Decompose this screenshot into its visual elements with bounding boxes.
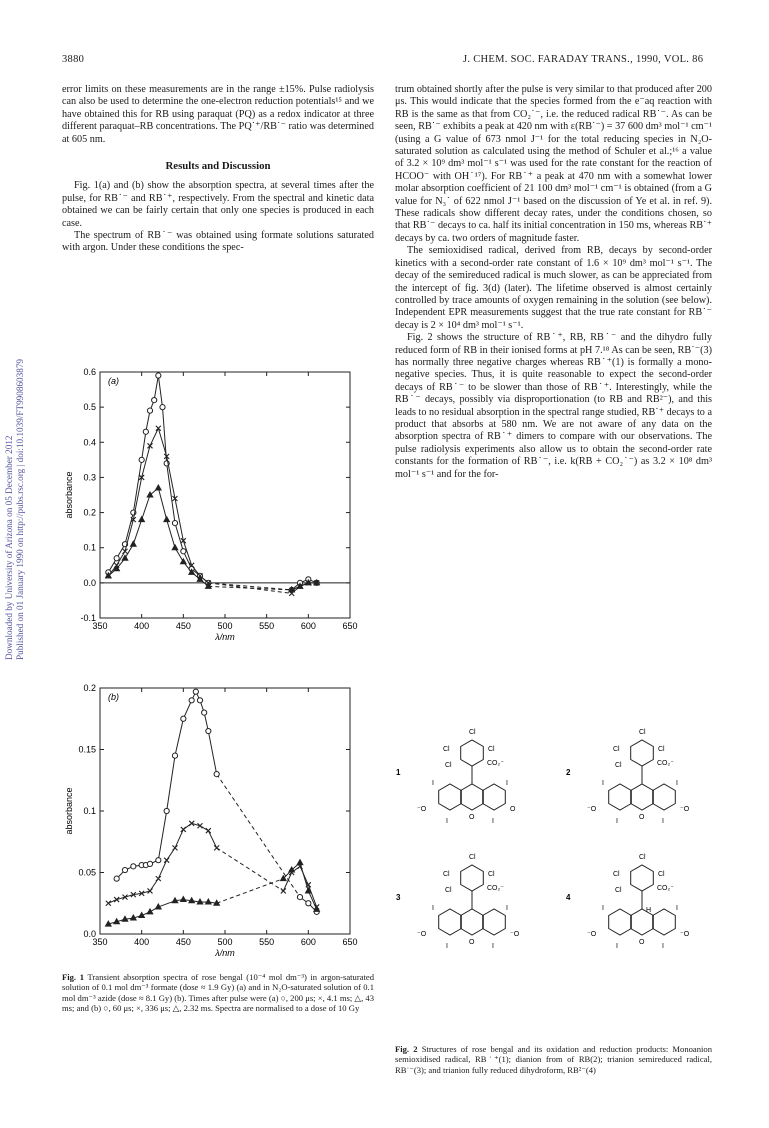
benzene-ring (461, 865, 484, 891)
data-point-triangle (131, 915, 137, 920)
data-point-triangle (181, 897, 187, 902)
y-tick-label: 0.05 (78, 867, 96, 878)
data-point-circle (147, 408, 152, 413)
atom-label-o: ⁻O (417, 806, 427, 813)
data-point-triangle (114, 919, 120, 924)
structure-number: 4 (566, 893, 571, 902)
data-point-cross (214, 845, 219, 850)
data-point-cross (164, 858, 169, 863)
y-tick-label: 0.1 (83, 806, 96, 816)
data-point-cross (281, 888, 286, 893)
x-tick-label: 650 (342, 621, 358, 631)
data-point-circle (160, 405, 165, 410)
data-point-circle (172, 753, 177, 758)
atom-label-i: I (676, 780, 678, 787)
data-point-circle (181, 549, 186, 554)
data-point-triangle (314, 906, 320, 911)
data-point-cross (173, 845, 178, 850)
xanthene-ring (483, 784, 506, 810)
paragraph: The spectrum of RB˙⁻ was obtained using formate solutions saturated with argon. Under these conditions the spec- (62, 230, 374, 254)
y-tick-label: 0.3 (83, 472, 96, 483)
data-point-triangle (147, 909, 153, 914)
xanthene-ring (483, 909, 506, 935)
data-point-triangle (164, 517, 170, 522)
structure-number: 2 (566, 768, 571, 777)
data-point-triangle (139, 517, 145, 522)
atom-label-i: I (432, 905, 434, 912)
xanthene-ring (609, 909, 632, 935)
y-tick-label: 0.2 (83, 683, 96, 693)
data-point-circle (114, 556, 119, 561)
data-point-circle (147, 861, 152, 866)
x-tick-label: 650 (342, 937, 358, 947)
series-line-circle (154, 376, 158, 401)
panel-label: (a) (108, 376, 119, 386)
data-point-circle (164, 808, 169, 813)
series-line-triangle (208, 586, 291, 590)
xanthene-ring (461, 784, 484, 810)
paragraph: The semioxidised radical, derived from RB, decays by second-order kinetics with a second-order rate constant of 1.6 × 10⁹ dm³ mol⁻¹ s⁻¹. The decay of the semireduced radical is much slower, as can be appreciated from the intercept of fig. 3(d) (later). The lifetime observed is almost certainly controlled by trace amounts of oxygen remaining in the solution (see below). Independent EPR measurements suggest that the true rate constant for RB˙⁻ decay is 2 × 10⁴ dm³ mol⁻¹ s⁻¹. (395, 245, 712, 331)
atom-label-o: ⁻O (680, 931, 690, 938)
atom-label-co2: CO₂⁻ (657, 760, 674, 767)
atom-label-cl: Cl (639, 729, 646, 736)
series-line-circle (208, 583, 291, 590)
data-point-triangle (156, 485, 162, 490)
atom-label-i: I (602, 905, 604, 912)
atom-label-cl: Cl (658, 746, 665, 753)
download-line: Downloaded by University of Arizona on 05 December 2012 (4, 435, 14, 660)
series-line-cross (208, 583, 291, 594)
xanthene-ring (653, 784, 676, 810)
data-point-triangle (189, 898, 195, 903)
atom-label-cl: Cl (658, 871, 665, 878)
data-point-triangle (172, 898, 178, 903)
x-tick-label: 350 (92, 937, 108, 947)
atom-label-cl: Cl (639, 854, 646, 861)
paragraph: Fig. 1(a) and (b) show the absorption spectra, at several times after the pulse, for RB˙⁻ and RB˙⁺, respectively. From the spectral and kinetic data obtained we can be fairly certain that only one species is produced in each case. (62, 180, 374, 229)
data-point-cross (181, 827, 186, 832)
data-point-circle (156, 373, 161, 378)
data-point-circle (156, 858, 161, 863)
atom-label-cl: Cl (613, 746, 620, 753)
y-tick-label: 0.5 (83, 402, 96, 413)
data-point-triangle (139, 913, 145, 918)
figure-2-caption (395, 1044, 712, 1075)
data-point-circle (206, 728, 211, 733)
atom-label-o: O (639, 939, 645, 946)
xanthene-ring (653, 909, 676, 935)
atom-label-o: O (469, 939, 475, 946)
x-tick-label: 500 (217, 937, 233, 947)
y-tick-label: 0.0 (83, 929, 96, 939)
xanthene-ring (439, 784, 462, 810)
x-axis-label: λ/nm (215, 948, 235, 958)
x-tick-label: 450 (175, 937, 191, 947)
xanthene-ring (631, 784, 654, 810)
figure-1-caption-text: Transient absorption spectra of rose bengal (10⁻⁴ mol dm⁻³) in argon-saturated solution of 0.1 mol dm⁻³ formate (dose ≈ 1.9 Gy) (a) and in N₂O-saturated solution of 0.1 mol dm⁻³ azide (dose ≈ 8.1 Gy) (b). Times after pulse were (a) ○, 200 μs; ×, 4.1 ms; △, 43 ms; and (b) ○, 60 μs; ×, 336 μs; △, 2.32 ms. Spectra are normalised to a dose of 10 Gy (62, 972, 375, 1013)
paragraph: error limits on these measurements are in the range ±15%. Pulse radiolysis can also be used to determine the one-electron reduction potentials¹⁵ and we have obtained this for RB using paraquat (PQ) as a redox indicator at three different paraquat–RB concentrations. The PQ˙⁺/RB˙⁻ ratio was determined at 605 nm. (62, 84, 374, 145)
x-tick-label: 550 (259, 621, 275, 631)
atom-label-o: ⁻O (417, 931, 427, 938)
x-tick-label: 400 (134, 937, 150, 947)
series-line-triangle (158, 488, 166, 520)
page-number: 3880 (62, 54, 85, 65)
series-line-triangle (308, 891, 316, 909)
x-tick-label: 450 (175, 621, 191, 631)
published-line: Published on 01 January 1990 on http://pubs.rsc.org | doi:10.1039/FT9908603879 (15, 358, 25, 660)
download-notice (4, 300, 25, 660)
data-point-cross (206, 828, 211, 833)
atom-label-i: I (616, 943, 618, 950)
x-tick-label: 400 (134, 621, 150, 631)
atom-label-i: I (506, 780, 508, 787)
atom-label-cl: Cl (443, 746, 450, 753)
atom-label-cl: Cl (615, 887, 622, 894)
data-point-circle (152, 398, 157, 403)
paragraph: Fig. 2 shows the structure of RB˙⁺, RB, RB˙⁻ and the dihydro fully reduced form of RB in their ionised forms at pH 7.¹⁸ As can be seen, RB˙⁻(3) has normally three negative charges whereas RB˙⁺(1) is formally a mono-negative species. Thus, it is quite reasonable to expect the second-order decays of RB˙⁻ to be slower than those of RB˙⁺. Interestingly, while the RB˙⁻ decays, possibly via disproportionation (to RB and RB²⁻), and this leads to no residual absorption in the spectral range studied, RB˙⁺ decays to a product that absorbs at 580 nm. We are not aware of any data on the absorption spectra of RB˙⁺ dimers to compare with our observations. The pulse radiolysis experiments also allow us to obtain the second-order rate constants for the formation of RB˙⁻, i.e. k(RB + CO₂˙⁻) as 3.2 × 10⁸ dm³ mol⁻¹ s⁻¹ and for the for- (395, 332, 712, 480)
atom-label-cl: Cl (488, 746, 495, 753)
figure-2-label: Fig. 2 (395, 1044, 418, 1054)
figure-2-caption-text: Structures of rose bengal and its oxidation and reduction products: Monoanion semioxidised radical, RB˙⁺(1); dianion from of RB(2); trianion semireduced radical, RB˙⁻(3); and trianion fully reduced dihydroform, RB²⁻(4) (395, 1044, 713, 1075)
section-heading: Results and Discussion (165, 160, 271, 173)
series-line-cross (150, 428, 158, 446)
data-point-circle (297, 895, 302, 900)
atom-label-o: O (469, 814, 475, 821)
y-tick-label: 0.6 (83, 367, 96, 377)
xanthene-ring (609, 784, 632, 810)
data-point-circle (189, 698, 194, 703)
data-point-circle (114, 876, 119, 881)
series-line-circle (142, 432, 146, 460)
atom-label-i: I (492, 818, 494, 825)
atom-label-i: I (446, 943, 448, 950)
series-line-cross (175, 499, 183, 541)
data-point-triangle (181, 559, 187, 564)
x-tick-label: 600 (300, 937, 316, 947)
series-line-circle (175, 719, 183, 756)
atom-label-o: O (639, 814, 645, 821)
structure-diagram (390, 729, 720, 985)
data-point-circle (181, 716, 186, 721)
series-line-circle (146, 411, 150, 432)
data-point-triangle (122, 916, 128, 921)
data-point-circle (122, 867, 127, 872)
atom-label-cl: Cl (445, 887, 452, 894)
left-column (62, 84, 374, 255)
atom-label-i: I (506, 905, 508, 912)
series-line-cross (217, 848, 284, 891)
x-tick-label: 500 (217, 621, 233, 631)
data-point-triangle (297, 860, 303, 865)
right-column (395, 84, 712, 481)
x-tick-label: 600 (300, 621, 316, 631)
atom-label-o: O (510, 806, 516, 813)
xanthene-ring (461, 909, 484, 935)
structure-number: 1 (396, 768, 401, 777)
x-tick-label: 550 (259, 937, 275, 947)
atom-label-i: I (662, 818, 664, 825)
xanthene-ring (439, 909, 462, 935)
y-tick-label: 0.0 (83, 577, 96, 588)
chart-panel-a (50, 360, 370, 670)
data-point-circle (193, 689, 198, 694)
data-point-circle (143, 429, 148, 434)
series-line-circle (217, 774, 300, 897)
atom-label-i: I (662, 943, 664, 950)
atom-label-h: H (646, 907, 652, 914)
series-line-triangle (142, 495, 150, 520)
data-point-triangle (156, 904, 162, 909)
series-line-cross (175, 829, 183, 847)
y-tick-label: 0.1 (83, 542, 96, 553)
y-tick-label: 0.15 (78, 744, 96, 755)
series-line-triangle (300, 863, 308, 891)
atom-label-cl: Cl (488, 871, 495, 878)
atom-label-i: I (602, 780, 604, 787)
data-point-cross (156, 876, 161, 881)
data-point-circle (306, 901, 311, 906)
atom-label-co2: CO₂⁻ (487, 760, 504, 767)
atom-label-cl: Cl (615, 762, 622, 769)
atom-label-co2: CO₂⁻ (487, 885, 504, 892)
data-point-triangle (106, 921, 112, 926)
series-line-triangle (133, 520, 141, 545)
atom-label-cl: Cl (443, 871, 450, 878)
series-line-cross (283, 873, 291, 891)
data-point-triangle (172, 545, 178, 550)
series-line-circle (158, 811, 166, 860)
data-point-circle (214, 772, 219, 777)
benzene-ring (631, 740, 654, 766)
series-line-triangle (217, 879, 284, 904)
atom-label-cl: Cl (613, 871, 620, 878)
y-tick-label: 0.2 (83, 507, 96, 518)
data-point-circle (139, 457, 144, 462)
y-tick-label: -0.1 (80, 613, 96, 623)
atom-label-cl: Cl (469, 854, 476, 861)
atom-label-o: ⁻O (680, 806, 690, 813)
series-line-circle (167, 756, 175, 811)
atom-label-o: ⁻O (587, 931, 597, 938)
x-tick-label: 350 (92, 621, 108, 631)
chart-panel-b (50, 680, 370, 970)
atom-label-co2: CO₂⁻ (657, 885, 674, 892)
data-point-triangle (214, 900, 220, 905)
series-line-circle (208, 731, 216, 774)
data-point-circle (197, 698, 202, 703)
data-point-triangle (122, 555, 128, 560)
benzene-ring (461, 740, 484, 766)
structure-number: 3 (396, 893, 401, 902)
atom-label-i: I (432, 780, 434, 787)
atom-label-o: ⁻O (510, 931, 520, 938)
atom-label-i: I (616, 818, 618, 825)
series-line-cross (208, 831, 216, 848)
y-axis-label: absorbance (64, 787, 74, 835)
atom-label-o: ⁻O (587, 806, 597, 813)
figure-1-caption (62, 972, 374, 1013)
data-point-circle (172, 521, 177, 526)
atom-label-cl: Cl (469, 729, 476, 736)
x-axis-label: λ/nm (215, 632, 235, 642)
journal-header: J. CHEM. SOC. FARADAY TRANS., 1990, VOL. 86 (463, 54, 704, 65)
series-line-circle (125, 513, 133, 545)
panel-label: (b) (108, 692, 119, 702)
atom-label-cl: Cl (445, 762, 452, 769)
paragraph: trum obtained shortly after the pulse is very similar to that produced after 200 μs. This would indicate that the species formed from the e⁻aq reaction with RB is the same as that from CO₂˙⁻, i.e. the reduced radical RB˙⁻. As can be seen, RB˙⁻ exhibits a peak at 420 nm with ε(RB˙⁻) = 37 600 dm³ mol⁻¹ cm⁻¹ (using a G value of 673 nmol J⁻¹ for the total reducing species in N₂O-saturated solution as calculated using the method of Schuler et al.;¹⁶ a value of 3.2 × 10⁹ dm³ mol⁻¹ s⁻¹ was used for the rate constant for the reaction of HCOO⁻ with OH˙¹⁷). For RB˙⁺ a peak at 470 nm with a somewhat lower molar absorption coefficient of 21 100 dm³ mol⁻¹ cm⁻¹ is obtained (from a G value for N₃˙ of 622 nmol J⁻¹ based on the discussion of Ye et al. in ref. 9). These radicals show different decay rates, under the conditions chosen, so that RB˙⁻ decays to ca. half its initial concentration in 150 ms, whereas RB˙⁺ decays by ca. two orders of magnitude faster. (395, 84, 712, 244)
y-axis-label: absorbance (64, 471, 74, 519)
data-point-triangle (131, 541, 137, 546)
figure-1-label: Fig. 1 (62, 972, 84, 982)
benzene-ring (631, 865, 654, 891)
data-point-triangle (206, 899, 212, 904)
data-point-circle (131, 864, 136, 869)
data-point-cross (106, 901, 111, 906)
atom-label-i: I (492, 943, 494, 950)
data-point-triangle (197, 899, 203, 904)
atom-label-i: I (676, 905, 678, 912)
series-line-circle (158, 376, 162, 408)
data-point-circle (202, 710, 207, 715)
atom-label-i: I (446, 818, 448, 825)
y-tick-label: 0.4 (83, 437, 96, 448)
